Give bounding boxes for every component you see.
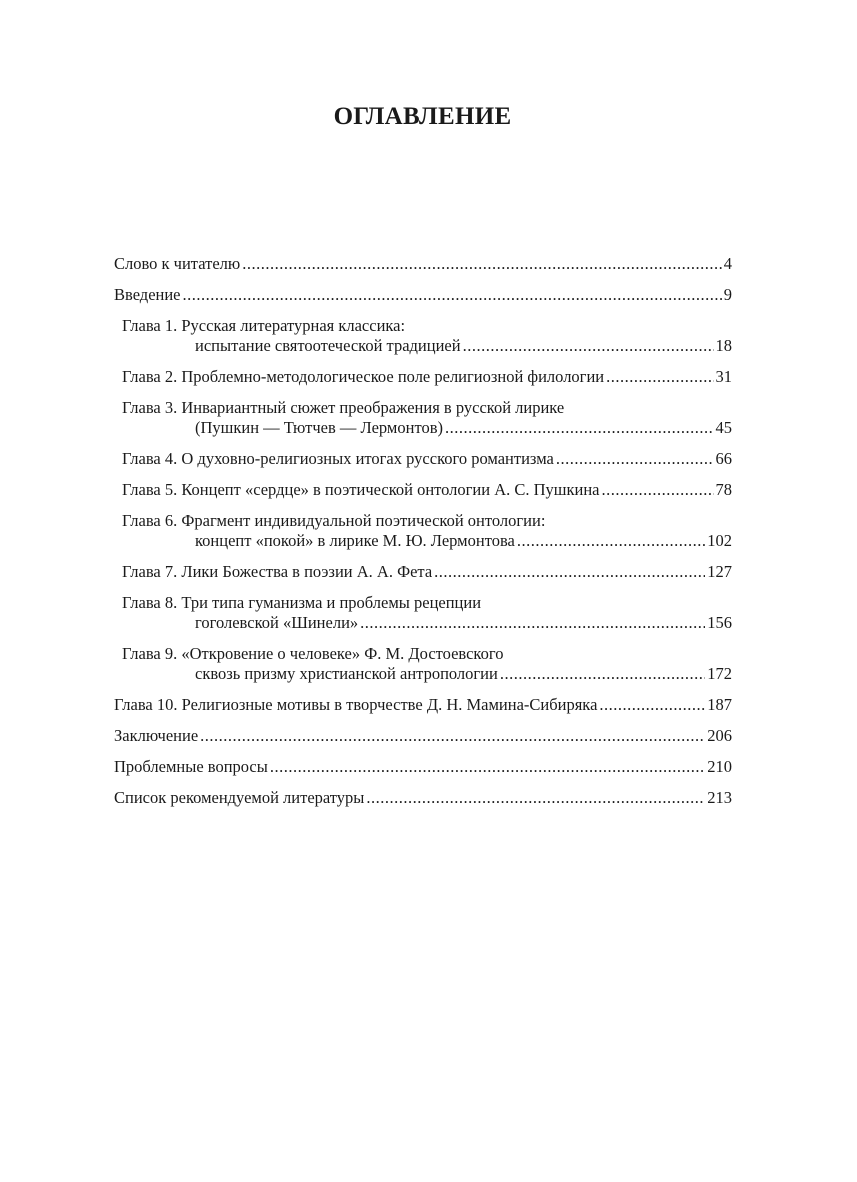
toc-entry-intro-to-reader[interactable] — [114, 254, 732, 274]
dot-leader — [517, 531, 705, 551]
dot-leader — [270, 757, 705, 777]
dot-leader — [602, 480, 714, 500]
toc-entry-chapter-6[interactable] — [114, 511, 732, 551]
dot-leader — [606, 367, 713, 387]
dot-leader — [434, 562, 705, 582]
toc-entry-title: Глава 3. Инвариантный сюжет преображения в русской лирике — [122, 398, 565, 417]
toc-page-number: 78 — [715, 480, 732, 499]
toc-entry-chapter-10[interactable] — [114, 695, 732, 715]
toc-entry-title: Глава 1. Русская литературная классика: — [122, 316, 406, 335]
toc-entry-subtitle: сквозь призму христианской антропологии — [195, 664, 498, 683]
dot-leader — [445, 418, 714, 438]
toc-entry-title: Введение — [114, 285, 181, 304]
toc-page-number: 210 — [707, 757, 732, 776]
dot-leader — [556, 449, 714, 469]
toc-entry-chapter-2[interactable] — [114, 367, 732, 387]
toc-page-number: 206 — [707, 726, 732, 745]
toc-entry-chapter-8[interactable] — [114, 593, 732, 633]
dot-leader — [599, 695, 705, 715]
toc-page-number: 31 — [715, 367, 732, 386]
dot-leader — [500, 664, 705, 684]
toc-entry-chapter-9[interactable] — [114, 644, 732, 684]
toc-entry-chapter-7[interactable] — [114, 562, 732, 582]
toc-entry-bibliography[interactable] — [114, 788, 732, 808]
toc-entry-title: Заключение — [114, 726, 199, 745]
toc-entry-subtitle: гоголевской «Шинели» — [195, 613, 359, 632]
toc-page-number: 127 — [707, 562, 732, 581]
toc-entry-title: Глава 5. Концепт «сердце» в поэтической онтологии А. С. Пушкина — [122, 480, 600, 499]
toc-page-number: 187 — [707, 695, 732, 714]
toc-page-number: 172 — [707, 664, 732, 683]
toc-page-number: 66 — [715, 449, 732, 468]
toc-page-number: 156 — [707, 613, 732, 632]
dot-leader — [360, 613, 705, 633]
dot-leader — [366, 788, 705, 808]
table-of-contents — [114, 254, 732, 819]
toc-page-number: 102 — [707, 531, 732, 550]
toc-page-number: 213 — [707, 788, 732, 807]
dot-leader — [200, 726, 705, 746]
toc-entry-title: Слово к читателю — [114, 254, 241, 273]
toc-entry-subtitle: испытание святоотеческой традицией — [195, 336, 461, 355]
toc-entry-questions[interactable] — [114, 757, 732, 777]
toc-entry-title: Список рекомендуемой литературы — [114, 788, 365, 807]
toc-entry-introduction[interactable] — [114, 285, 732, 305]
dot-leader — [242, 254, 722, 274]
toc-entry-title: Глава 4. О духовно-религиозных итогах русского романтизма — [122, 449, 554, 468]
toc-entry-title: Глава 2. Проблемно-методологическое поле религиозной филологии — [122, 367, 605, 386]
toc-page-number: 45 — [715, 418, 732, 437]
toc-entry-chapter-4[interactable] — [114, 449, 732, 469]
toc-entry-chapter-5[interactable] — [114, 480, 732, 500]
toc-entry-title: Глава 6. Фрагмент индивидуальной поэтической онтологии: — [122, 511, 546, 530]
toc-entry-subtitle: (Пушкин — Тютчев — Лермонтов) — [195, 418, 443, 437]
toc-entry-chapter-3[interactable] — [114, 398, 732, 438]
toc-page-number: 4 — [723, 254, 732, 273]
dot-leader — [183, 285, 722, 305]
toc-entry-title: Глава 9. «Откровение о человеке» Ф. М. Достоевского — [122, 644, 504, 663]
toc-entry-subtitle: концепт «покой» в лирике М. Ю. Лермонтова — [195, 531, 515, 550]
toc-entry-title: Проблемные вопросы — [114, 757, 268, 776]
toc-page-number: 18 — [715, 336, 732, 355]
dot-leader — [463, 336, 714, 356]
toc-entry-chapter-1[interactable] — [114, 316, 732, 356]
page-title: ОГЛАВЛЕНИЕ — [333, 103, 512, 130]
toc-entry-conclusion[interactable] — [114, 726, 732, 746]
toc-entry-title: Глава 8. Три типа гуманизма и проблемы рецепции — [122, 593, 482, 612]
toc-page-number: 9 — [723, 285, 732, 304]
toc-entry-title: Глава 10. Религиозные мотивы в творчестве Д. Н. Мамина-Сибиряка — [114, 695, 598, 714]
toc-entry-title: Глава 7. Лики Божества в поэзии А. А. Фета — [122, 562, 433, 581]
